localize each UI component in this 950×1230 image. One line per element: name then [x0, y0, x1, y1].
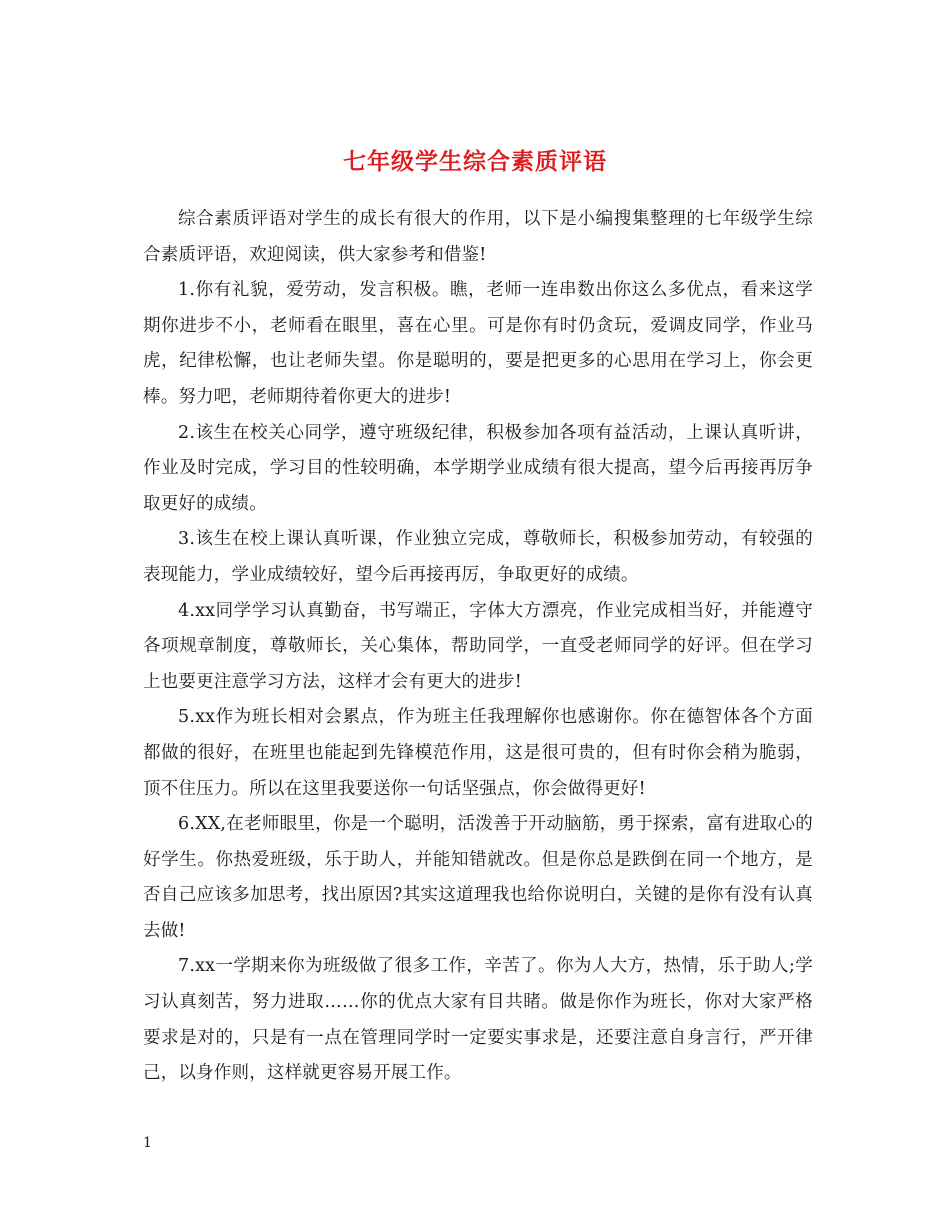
comment-paragraph-2: 2.该生在校关心同学，遵守班级纪律，积极参加各项有益活动，上课认真听讲，作业及时完成，学习目的性较明确，本学期学业成绩有很大提高，望今后再接再厉争取更好的成绩。: [143, 422, 813, 514]
comment-paragraph-7: 7.xx一学期来你为班级做了很多工作，辛苦了。你为人大方，热情，乐于助人;学习认真刻苦，努力进取……你的优点大家有目共睹。做是你作为班长，你对大家严格要求是对的，只是有一点在管理同学时一定要实事求是，还要注意自身言行，严开律己，以身作则，这样就更容易开展工作。: [143, 956, 813, 1084]
comment-paragraph-3: 3.该生在校上课认真听课，作业独立完成，尊敬师长，积极参加劳动，有较强的表现能力，学业成绩较好，望今后再接再厉，争取更好的成绩。: [143, 529, 813, 585]
intro-paragraph: 综合素质评语对学生的成长有很大的作用，以下是小编搜集整理的七年级学生综合素质评语，欢迎阅读，供大家参考和借鉴!: [143, 209, 813, 265]
document-title: 七年级学生综合素质评语: [343, 148, 607, 176]
comment-paragraph-1: 1.你有礼貌，爱劳动，发言积极。瞧，老师一连串数出你这么多优点，看来这学期你进步不小，老师看在眼里，喜在心里。可是你有时仍贪玩，爱调皮同学，作业马虎，纪律松懈，也让老师失望。你是聪明的，要是把更多的心思用在学习上，你会更棒。努力吧，老师期待着你更大的进步!: [143, 280, 813, 407]
document-body: [143, 202, 813, 1092]
comment-paragraph-6: 6.XX,在老师眼里，你是一个聪明，活泼善于开动脑筋，勇于探索，富有进取心的好学生。你热爱班级，乐于助人，并能知错就改。但是你总是跌倒在同一个地方，是否自己应该多加思考，找出原因?其实这道理我也给你说明白，关键的是你有没有认真去做!: [143, 814, 813, 941]
page-number: 1: [143, 1135, 152, 1151]
comment-paragraph-4: 4.xx同学学习认真勤奋，书写端正，字体大方漂亮，作业完成相当好，并能遵守各项规章制度，尊敬师长，关心集体，帮助同学，一直受老师同学的好评。但在学习上也要更注意学习方法，这样才会有更大的进步!: [143, 600, 813, 692]
comment-paragraph-5: 5.xx作为班长相对会累点，作为班主任我理解你也感谢你。你在德智体各个方面都做的很好，在班里也能起到先锋模范作用，这是很可贵的，但有时你会稍为脆弱，顶不住压力。所以在这里我要送你一句话坚强点，你会做得更好!: [143, 707, 813, 799]
